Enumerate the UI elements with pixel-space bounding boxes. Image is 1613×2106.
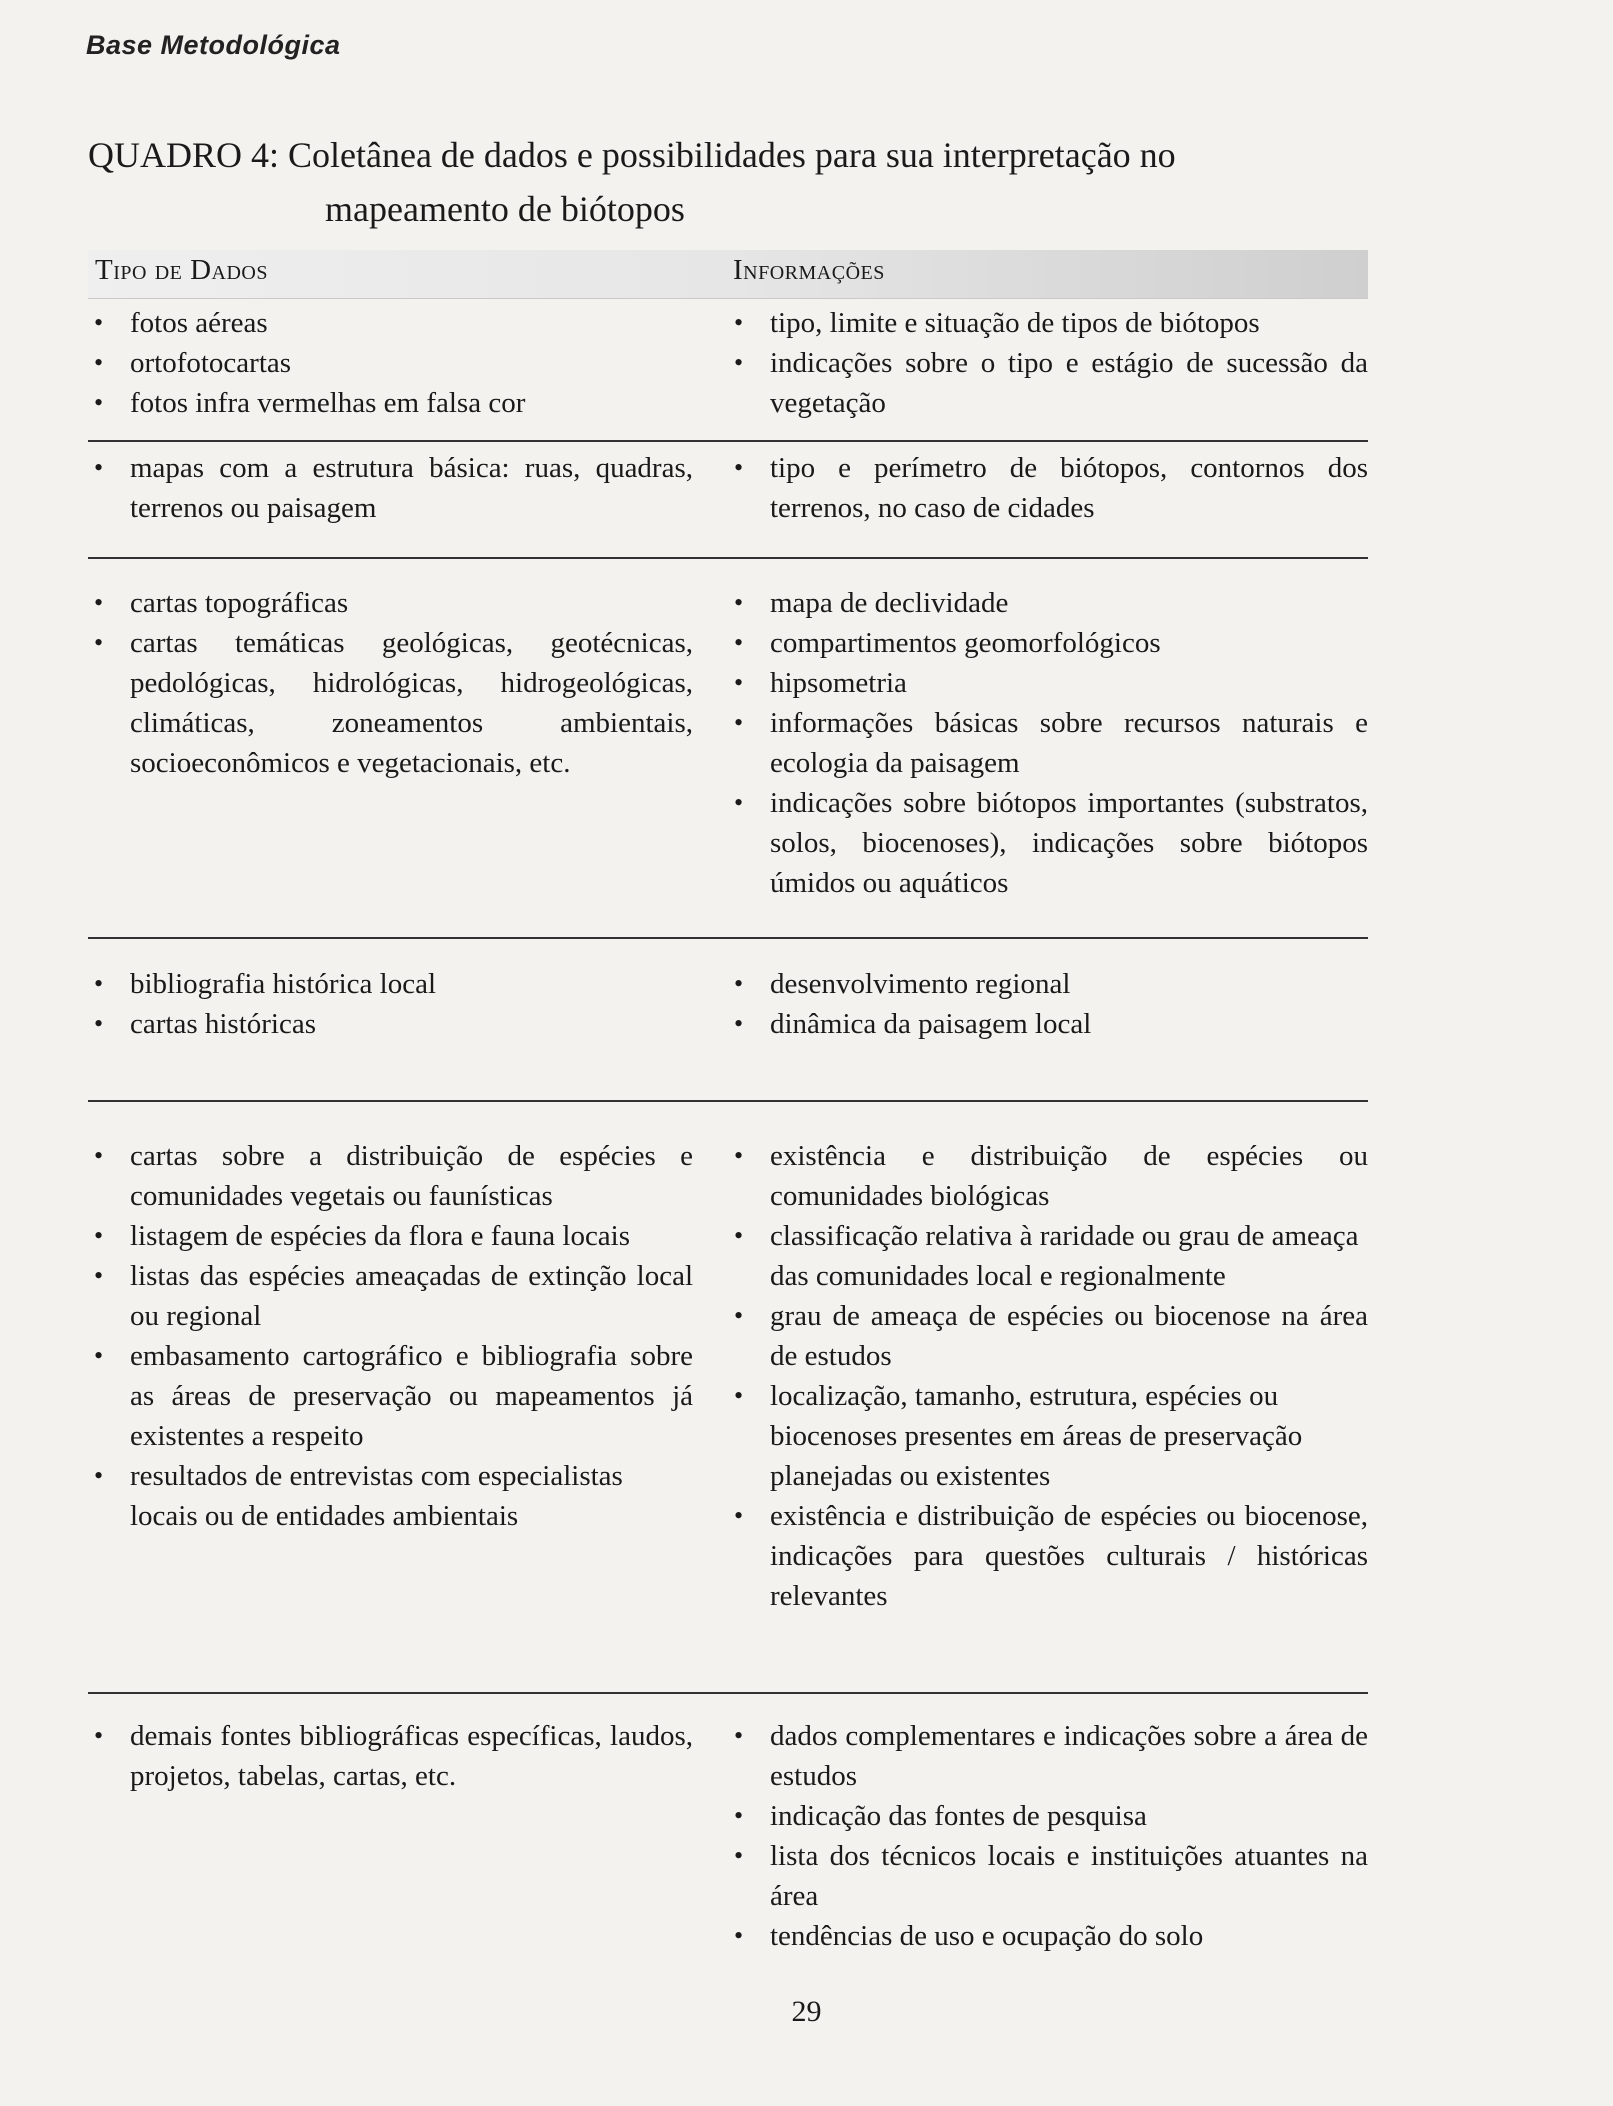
bullet-icon: •	[734, 628, 744, 657]
bullet-icon: •	[734, 348, 744, 377]
page-number: 29	[791, 1995, 822, 2028]
item-text: fotos aéreas	[130, 307, 268, 339]
item-text: mapa de declividade	[770, 587, 1009, 619]
item-text: classificação relativa à raridade ou grau de ameaça das comunidades local e regionalmente	[770, 1220, 1359, 1292]
table-row	[88, 1136, 1368, 1612]
running-head: Base Metodológica	[86, 30, 341, 60]
item-text: cartas históricas	[130, 1008, 317, 1040]
bullet-icon: •	[734, 1221, 744, 1250]
item-text: tipo e perímetro de biótopos, contornos dos terrenos, no caso de cidades	[770, 452, 1368, 524]
item-text: dados complementares e indicações sobre a área de estudos	[770, 1720, 1368, 1792]
bullet-icon: •	[94, 588, 104, 617]
bullet-icon: •	[734, 1009, 744, 1038]
bullet-icon: •	[734, 788, 744, 817]
item-text: informações básicas sobre recursos naturais e ecologia da paisagem	[770, 707, 1368, 779]
list-item	[728, 703, 1368, 783]
list-item	[88, 1336, 693, 1456]
list-item	[728, 1716, 1368, 1796]
list-item	[728, 783, 1368, 903]
item-text: ortofotocartas	[130, 347, 292, 379]
item-text: demais fontes bibliográficas específicas, laudos, projetos, tabelas, cartas, etc.	[130, 1720, 693, 1792]
data-types-cell	[88, 448, 693, 528]
quadro-title-line1: QUADRO 4: Coletânea de dados e possibilidades para sua interpretação no	[88, 135, 1176, 175]
bullet-icon: •	[94, 1261, 104, 1290]
item-text: existência e distribuição de espécies ou biocenose, indicações para questões culturais / históricas relevantes	[770, 1500, 1368, 1612]
list-item	[88, 1216, 693, 1256]
item-text: grau de ameaça de espécies ou biocenose na área de estudos	[770, 1300, 1368, 1372]
information-cell	[728, 1716, 1368, 1956]
list-item	[88, 1256, 693, 1336]
bullet-icon: •	[94, 1009, 104, 1038]
bullet-icon: •	[94, 348, 104, 377]
list-item	[728, 1796, 1368, 1836]
row-divider	[88, 440, 1368, 442]
item-text: desenvolvimento regional	[770, 968, 1071, 1000]
bullet-icon: •	[734, 969, 744, 998]
bullet-icon: •	[734, 668, 744, 697]
list-item	[728, 1376, 1368, 1496]
list-item	[728, 448, 1368, 528]
list-item	[728, 343, 1368, 423]
bullet-icon: •	[94, 308, 104, 337]
item-text: fotos infra vermelhas em falsa cor	[130, 387, 526, 419]
list-item	[88, 383, 693, 423]
item-text: embasamento cartográfico e bibliografia sobre as áreas de preservação ou mapeamentos já existentes a respeito	[130, 1340, 693, 1452]
table-row	[88, 1716, 1368, 1956]
item-text: existência e distribuição de espécies ou comunidades biológicas	[770, 1140, 1368, 1212]
bullet-icon: •	[734, 1801, 744, 1830]
list-item	[88, 303, 693, 343]
list-item	[88, 1136, 693, 1216]
list-item	[728, 1296, 1368, 1376]
data-types-cell	[88, 583, 693, 783]
bullet-icon: •	[94, 628, 104, 657]
bullet-icon: •	[734, 708, 744, 737]
list-item	[728, 1496, 1368, 1616]
bullet-icon: •	[734, 1301, 744, 1330]
bullet-icon: •	[734, 588, 744, 617]
data-types-cell	[88, 303, 693, 423]
data-types-cell	[88, 1716, 693, 1796]
information-cell	[728, 303, 1368, 423]
table-row	[88, 303, 1368, 433]
item-text: hipsometria	[770, 667, 907, 699]
list-item	[728, 663, 1368, 703]
row-divider	[88, 1100, 1368, 1102]
list-item	[88, 448, 693, 528]
list-item	[728, 1916, 1368, 1956]
bullet-icon: •	[94, 453, 104, 482]
information-cell	[728, 583, 1368, 903]
table-row	[88, 448, 1368, 543]
item-text: mapas com a estrutura básica: ruas, quadras, terrenos ou paisagem	[130, 452, 693, 524]
list-item	[728, 583, 1368, 623]
item-text: lista dos técnicos locais e instituições atuantes na área	[770, 1840, 1368, 1912]
quadro-title-line2: mapeamento de biótopos	[325, 189, 685, 229]
item-text: indicações sobre biótopos importantes (substratos, solos, biocenoses), indicações sobre biótopos úmidos ou aquáticos	[770, 787, 1368, 899]
table-row	[88, 964, 1368, 1054]
bullet-icon: •	[734, 1921, 744, 1950]
list-item	[88, 964, 693, 1004]
column-header-tipo-de-dados: Tipo de Dados	[95, 254, 268, 286]
item-text: cartas temáticas geológicas, geotécnicas, pedológicas, hidrológicas, hidrogeológicas, climáticas, zoneamentos ambientais, socioeconômicos e vegetacionais, etc.	[130, 627, 693, 779]
bullet-icon: •	[734, 1721, 744, 1750]
list-item	[728, 1836, 1368, 1916]
list-item	[728, 1216, 1368, 1296]
item-text: resultados de entrevistas com especialistas locais ou de entidades ambientais	[130, 1460, 623, 1532]
list-item	[728, 303, 1368, 343]
item-text: listas das espécies ameaçadas de extinção local ou regional	[130, 1260, 693, 1332]
item-text: tipo, limite e situação de tipos de biótopos	[770, 307, 1260, 339]
bullet-icon: •	[734, 453, 744, 482]
list-item	[728, 964, 1368, 1004]
list-item	[88, 583, 693, 623]
bullet-icon: •	[94, 1721, 104, 1750]
bullet-icon: •	[94, 388, 104, 417]
bullet-icon: •	[734, 308, 744, 337]
list-item	[88, 1004, 693, 1044]
item-text: bibliografia histórica local	[130, 968, 437, 1000]
information-cell	[728, 964, 1368, 1044]
bullet-icon: •	[94, 1141, 104, 1170]
bullet-icon: •	[94, 1221, 104, 1250]
table-row	[88, 583, 1368, 913]
table-header-band	[88, 250, 1368, 299]
item-text: dinâmica da paisagem local	[770, 1008, 1092, 1040]
row-divider	[88, 1692, 1368, 1694]
data-types-cell	[88, 1136, 693, 1536]
item-text: indicações sobre o tipo e estágio de sucessão da vegetação	[770, 347, 1368, 419]
item-text: tendências de uso e ocupação do solo	[770, 1920, 1204, 1952]
list-item	[88, 343, 693, 383]
list-item	[728, 1004, 1368, 1044]
item-text: cartas topográficas	[130, 587, 349, 619]
row-divider	[88, 557, 1368, 559]
list-item	[88, 623, 693, 783]
item-text: localização, tamanho, estrutura, espécies ou biocenoses presentes em áreas de preservação planejadas ou existentes	[770, 1380, 1303, 1492]
column-header-informacoes: Informações	[733, 254, 885, 286]
row-divider	[88, 937, 1368, 939]
item-text: cartas sobre a distribuição de espécies e comunidades vegetais ou faunísticas	[130, 1140, 693, 1212]
bullet-icon: •	[94, 969, 104, 998]
information-cell	[728, 448, 1368, 528]
bullet-icon: •	[734, 1381, 744, 1410]
item-text: indicação das fontes de pesquisa	[770, 1800, 1147, 1832]
item-text: compartimentos geomorfológicos	[770, 627, 1161, 659]
bullet-icon: •	[94, 1461, 104, 1490]
information-cell	[728, 1136, 1368, 1616]
item-text: listagem de espécies da flora e fauna locais	[130, 1220, 631, 1252]
bullet-icon: •	[734, 1501, 744, 1530]
list-item	[88, 1456, 693, 1536]
list-item	[88, 1716, 693, 1796]
bullet-icon: •	[94, 1341, 104, 1370]
bullet-icon: •	[734, 1841, 744, 1870]
bullet-icon: •	[734, 1141, 744, 1170]
quadro-title	[88, 128, 1378, 236]
data-types-cell	[88, 964, 693, 1044]
list-item	[728, 1136, 1368, 1216]
list-item	[728, 623, 1368, 663]
